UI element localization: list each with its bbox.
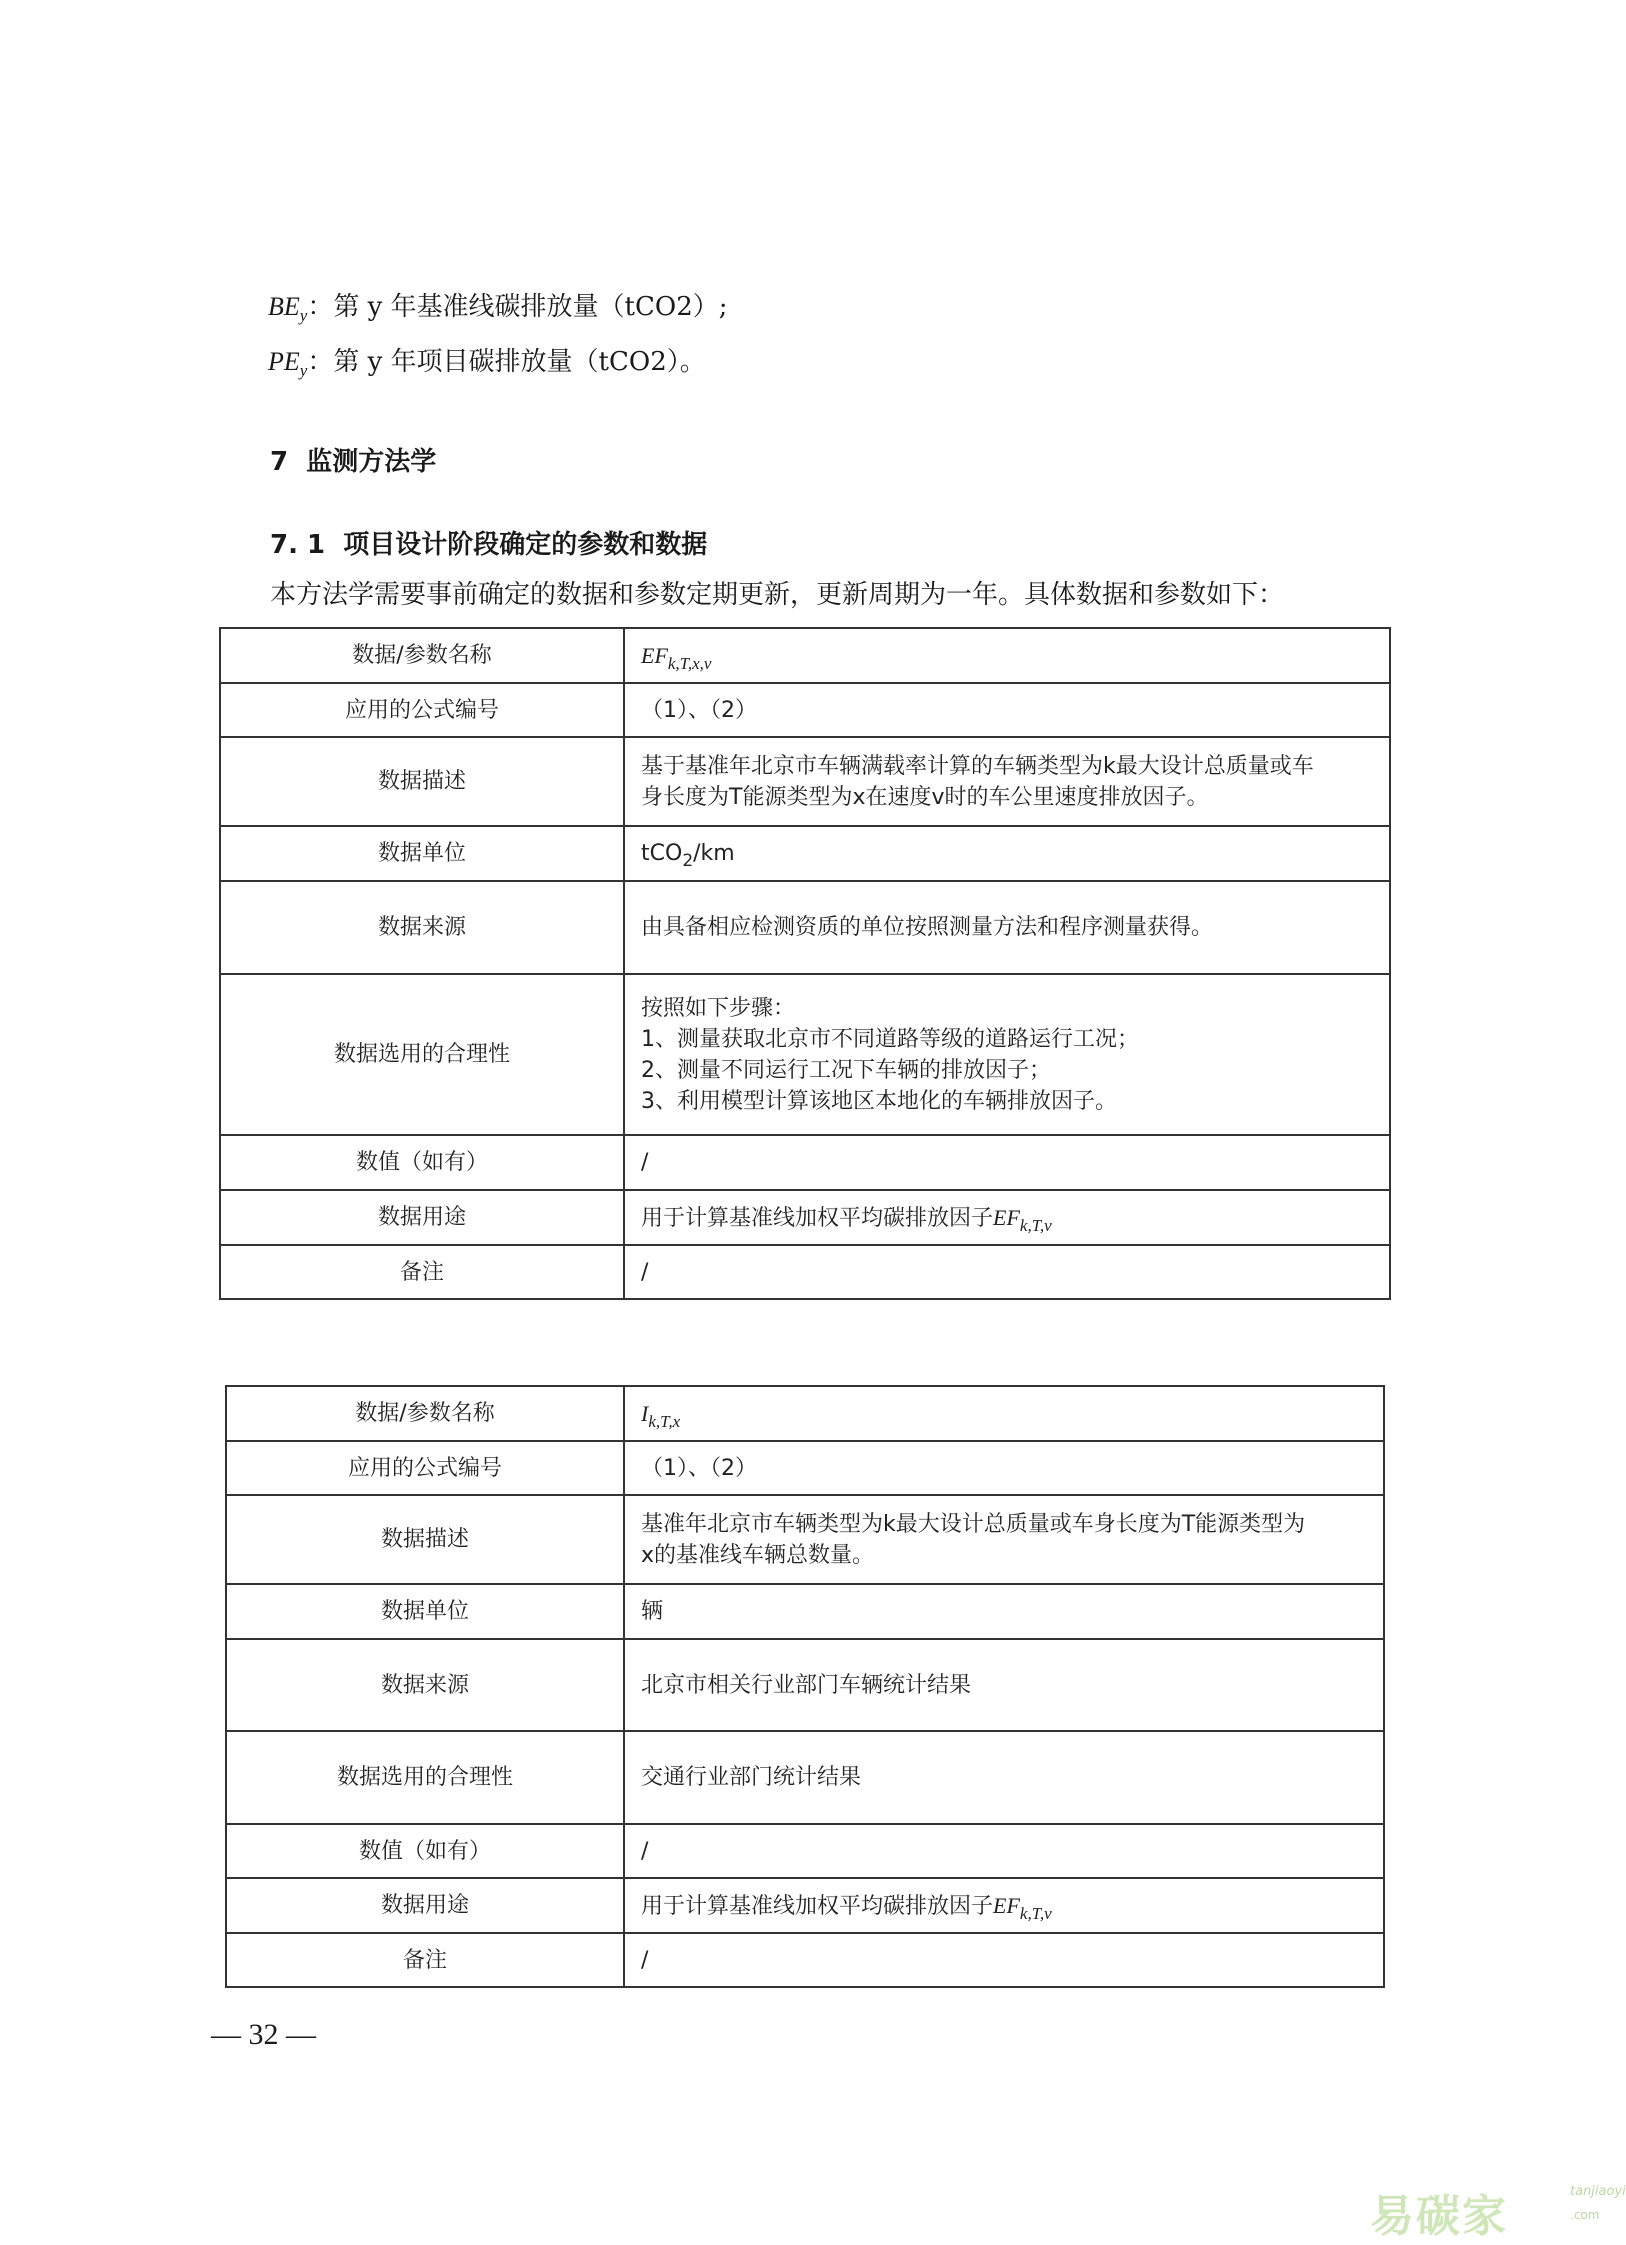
table-row [226, 1878, 1384, 1933]
row-key: 数据用途 [220, 1190, 624, 1245]
table-row [220, 881, 1390, 974]
row-key: 数据描述 [226, 1495, 624, 1584]
row-key: 数据/参数名称 [226, 1386, 624, 1441]
table-row [226, 1495, 1384, 1584]
symbol: $PE_y$ [268, 347, 308, 380]
row-value: 基于基准年北京市车辆满载率计算的车辆类型为k最大设计总质量或车 身长度为T能源类型为x在速度v时的车公里速度排放因子。 [624, 737, 1390, 826]
watermark-domain: .com [1570, 2208, 1600, 2222]
table-row [220, 628, 1390, 683]
row-key: 备注 [226, 1933, 624, 1987]
row-value: 用于计算基准线加权平均碳排放因子$EF_{k,T,v}$ [624, 1190, 1390, 1245]
table-row [226, 1824, 1384, 1878]
parameter-table-ef [219, 627, 1391, 1300]
watermark-subtext: tanjiaoyi [1570, 2184, 1626, 2199]
table-row [220, 1190, 1390, 1245]
table-row [226, 1386, 1384, 1441]
row-key: 数据来源 [226, 1639, 624, 1731]
row-value: / [624, 1245, 1390, 1299]
row-value: 用于计算基准线加权平均碳排放因子$EF_{k,T,v}$ [624, 1878, 1384, 1933]
row-key: 数据来源 [220, 881, 624, 974]
symbol: $BE_y$ [268, 292, 308, 325]
table-row [220, 683, 1390, 737]
row-key: 数值（如有） [226, 1824, 624, 1878]
row-key: 备注 [220, 1245, 624, 1299]
row-key: 数据描述 [220, 737, 624, 826]
definition-pe [268, 345, 706, 379]
table-row [226, 1731, 1384, 1824]
row-value: 辆 [624, 1584, 1384, 1639]
table-row [220, 974, 1390, 1135]
row-key: 数据单位 [220, 826, 624, 881]
row-key: 应用的公式编号 [226, 1441, 624, 1495]
row-key: 数据用途 [226, 1878, 624, 1933]
table-row [220, 1245, 1390, 1299]
row-value: 交通行业部门统计结果 [624, 1731, 1384, 1824]
row-key: 数值（如有） [220, 1135, 624, 1190]
table-row [220, 1135, 1390, 1190]
section-heading: 7 监测方法学 [270, 447, 437, 477]
row-value: 按照如下步骤： 1、测量获取北京市不同道路等级的道路运行工况； 2、测量不同运行工况下车辆的排放因子； 3、利用模型计算该地区本地化的车辆排放因子。 [624, 974, 1390, 1135]
row-value: / [624, 1933, 1384, 1987]
row-value: 由具备相应检测资质的单位按照测量方法和程序测量获得。 [624, 881, 1390, 974]
row-key: 数据选用的合理性 [220, 974, 624, 1135]
definition-be [268, 290, 728, 324]
row-value: $I_{k,T,x}$ [624, 1386, 1384, 1441]
table-row [226, 1933, 1384, 1987]
row-value: / [624, 1135, 1390, 1190]
row-key: 数据单位 [226, 1584, 624, 1639]
row-value: （1）、（2） [624, 1441, 1384, 1495]
watermark-logo [1370, 2180, 1626, 2244]
row-key: 数据选用的合理性 [226, 1731, 624, 1824]
row-value: tCO$_2$/km [624, 826, 1390, 881]
definition-text: ：第 y 年项目碳排放量（tCO2）。 [307, 347, 706, 377]
row-value: / [624, 1824, 1384, 1878]
row-value: 北京市相关行业部门车辆统计结果 [624, 1639, 1384, 1731]
table-row [220, 826, 1390, 881]
table-row [226, 1441, 1384, 1495]
watermark-text: 易碳家 [1370, 2191, 1508, 2242]
row-value: （1）、（2） [624, 683, 1390, 737]
page-number: — 32 — [211, 2018, 316, 2051]
table-row [220, 737, 1390, 826]
row-value: $EF_{k,T,x,v}$ [624, 628, 1390, 683]
table-row [226, 1639, 1384, 1731]
subsection-heading: 7. 1 项目设计阶段确定的参数和数据 [270, 530, 708, 560]
row-key: 数据/参数名称 [220, 628, 624, 683]
table-row [226, 1584, 1384, 1639]
definition-text: ：第 y 年基准线碳排放量（tCO2）; [307, 292, 728, 322]
row-value: 基准年北京市车辆类型为k最大设计总质量或车身长度为T能源类型为 x的基准线车辆总数量。 [624, 1495, 1384, 1584]
parameter-table-i [225, 1385, 1385, 1988]
intro-paragraph: 本方法学需要事前确定的数据和参数定期更新，更新周期为一年。具体数据和参数如下： [270, 580, 1285, 610]
row-key: 应用的公式编号 [220, 683, 624, 737]
